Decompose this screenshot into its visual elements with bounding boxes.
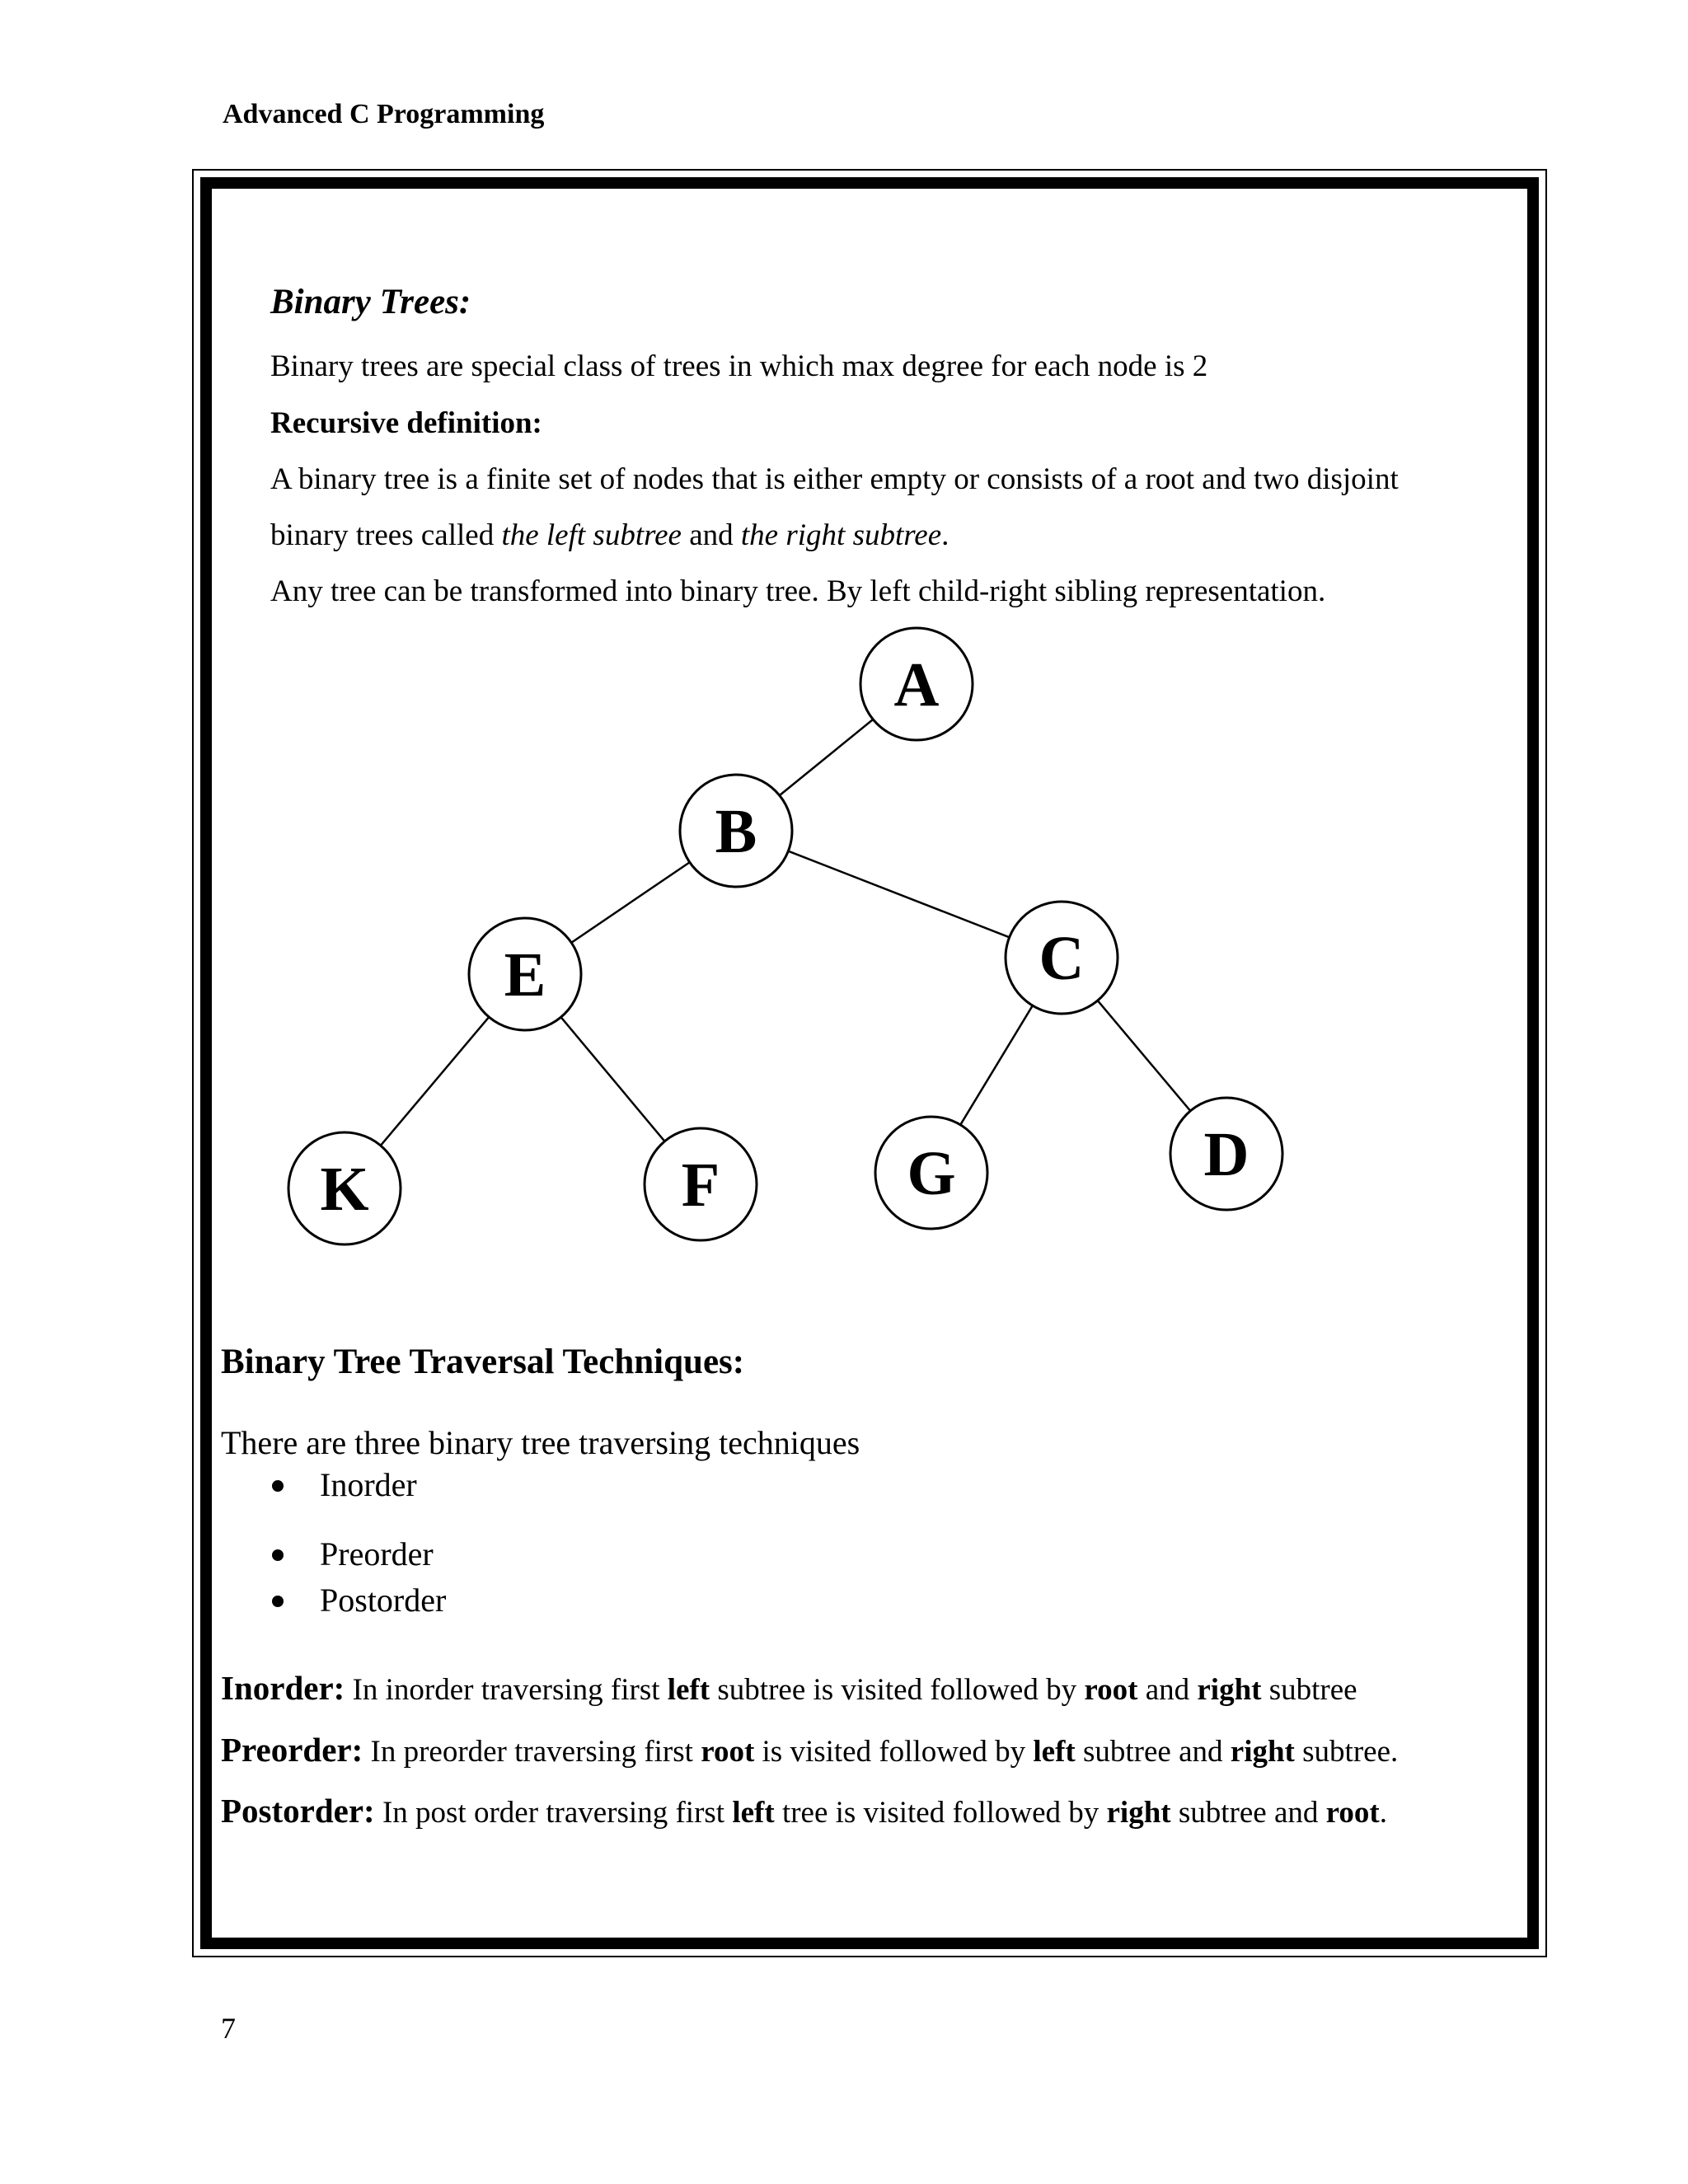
tree-edge-e-k — [381, 1017, 489, 1146]
list-item-label: Preorder — [320, 1535, 434, 1572]
traversal-intro: There are three binary tree traversing techniques — [221, 1424, 860, 1461]
tree-node-label-d: D — [1203, 1120, 1250, 1189]
tree-edge-a-b — [780, 719, 873, 795]
def-text: and — [1137, 1673, 1198, 1707]
tree-edge-b-e — [571, 862, 690, 943]
def-bold: right — [1197, 1673, 1262, 1707]
def-text: subtree and — [1075, 1735, 1231, 1769]
term-preorder: Preorder: — [221, 1731, 363, 1769]
def-text: subtree. — [1294, 1735, 1399, 1769]
tree-node-label-c: C — [1039, 924, 1085, 993]
list-item — [272, 1465, 417, 1504]
def-text: In preorder traversing first — [363, 1735, 701, 1769]
bullet-icon — [272, 1596, 284, 1607]
def-text: subtree and — [1170, 1796, 1326, 1830]
definition-inorder — [221, 1668, 1357, 1708]
running-header: Advanced C Programming — [223, 99, 545, 129]
list-item-label: Postorder — [320, 1582, 447, 1619]
definition-text: binary trees called — [270, 518, 502, 552]
def-bold: root — [701, 1735, 755, 1769]
def-text: In post order traversing first — [374, 1796, 733, 1830]
tree-node-label-a: A — [893, 650, 940, 719]
def-bold: left — [732, 1796, 775, 1830]
definition-text: and — [681, 518, 741, 552]
section-title-traversal: Binary Tree Traversal Techniques: — [221, 1343, 745, 1381]
def-bold: root — [1084, 1673, 1138, 1707]
def-text: is visited followed by — [754, 1735, 1034, 1769]
recursive-definition-heading: Recursive definition: — [270, 406, 542, 440]
def-bold: right — [1106, 1796, 1171, 1830]
left-subtree-term: the left subtree — [501, 518, 682, 552]
def-text: In inorder traversing first — [345, 1673, 668, 1707]
term-inorder: Inorder: — [221, 1669, 345, 1707]
def-bold: left — [1033, 1735, 1076, 1769]
tree-node-label-e: E — [504, 940, 546, 1010]
definition-preorder — [221, 1730, 1398, 1769]
tree-node-label-g: G — [907, 1139, 956, 1208]
definition-postorder — [221, 1791, 1387, 1830]
list-item — [272, 1535, 434, 1573]
transform-paragraph: Any tree can be transformed into binary tree. By left child-right sibling representation. — [270, 574, 1326, 608]
bullet-icon — [272, 1549, 284, 1561]
definition-text: . — [941, 518, 950, 552]
definition-line-1: A binary tree is a finite set of nodes that is either empty or consists of a root and two disjoint — [270, 462, 1399, 496]
list-item-label: Inorder — [320, 1466, 417, 1503]
tree-edge-e-f — [561, 1017, 665, 1141]
tree-node-label-f: F — [681, 1151, 720, 1220]
intro-paragraph: Binary trees are special class of trees in which max degree for each node is 2 — [270, 349, 1208, 383]
def-bold: left — [667, 1673, 710, 1707]
page-number: 7 — [221, 2012, 236, 2045]
tree-node-label-b: B — [715, 797, 757, 866]
tree-edge-c-d — [1098, 1001, 1191, 1111]
def-text: subtree is visited followed by — [710, 1673, 1085, 1707]
right-subtree-term: the right subtree — [740, 518, 942, 552]
def-text: subtree — [1261, 1673, 1357, 1707]
def-text: tree is visited followed by — [774, 1796, 1107, 1830]
list-item — [272, 1581, 446, 1619]
bullet-icon — [272, 1480, 284, 1492]
tree-edge-b-c — [788, 851, 1009, 938]
def-bold: root — [1325, 1796, 1380, 1830]
def-bold: right — [1230, 1735, 1295, 1769]
def-text: . — [1379, 1796, 1387, 1830]
term-postorder: Postorder: — [221, 1792, 375, 1830]
tree-node-label-k: K — [320, 1155, 369, 1224]
tree-edge-c-g — [960, 1005, 1033, 1125]
section-title-binary-trees: Binary Trees: — [270, 283, 471, 321]
